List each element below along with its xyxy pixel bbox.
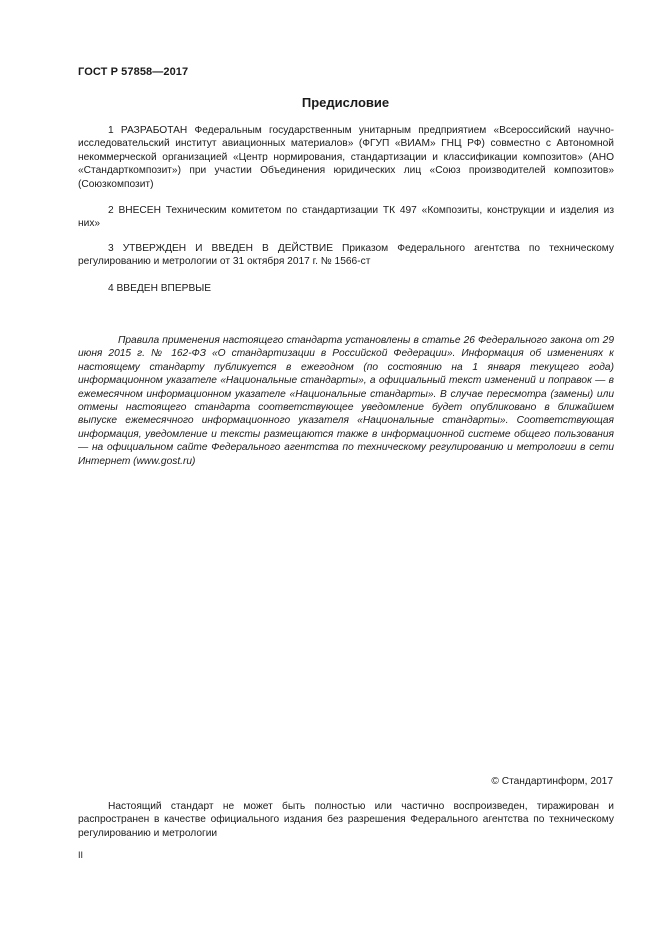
rules-note: Правила применения настоящего стандарта установлены в статье 26 Федерального закона от 29 июня 2015 г. № 162-ФЗ «О стандартизации в Российской Федерации». Информация об изменениях к настоящему стандарту публикуется в ежегодном (по состоянию на 1 января текущего года) информационном указателе «Национальные стандарты», а официальный текст изменений и поправок — в ежемесячном информационном указателе «Национальные стандарты». В случае пересмотра (замены) или отмены настоящего стандарта соответствующее уведомление будет опубликовано в ближайшем выпуске ежемесячного информационного указателя «Национальные стандарты». Соответствующая информация, уведомление и тексты размещаются также в информационной системе общего пользования — на официальном сайте Федерального агентства по техническому регулированию и метрологии в сети Интернет (www.gost.ru) — [78, 335, 614, 467]
page-title: Предисловие — [301, 95, 390, 110]
reproduction-notice: Настоящий стандарт не может быть полностью или частично воспроизведен, тиражирован и распространен в качестве официального издания без разрешения Федерального агентства по техническому регулированию и метрологии — [78, 801, 614, 839]
document-code-header: ГОСТ Р 57858—2017 — [78, 66, 189, 78]
paragraph-developed-by: 1 РАЗРАБОТАН Федеральным государственным унитарным предприятием «Всероссийский научно-исследовательский институт авиационных материалов» (ФГУП «ВИАМ» ГНЦ РФ) совместно с Автономной некоммерческой организацией «Центр нормирования, стандартизации и классификации композитов» (АНО «Стандарткомпозит») при участии Объединения юридических лиц «Союз производителей композитов» (Союзкомпозит) — [78, 125, 614, 190]
paragraph-approved: 3 УТВЕРЖДЕН И ВВЕДЕН В ДЕЙСТВИЕ Приказом Федерального агентства по техническому регулированию и метрологии от 31 октября 2017 г. № 1566-ст — [78, 243, 614, 268]
paragraph-first-introduced: 4 ВВЕДЕН ВПЕРВЫЕ — [108, 283, 212, 294]
paragraph-introduced-by: 2 ВНЕСЕН Техническим комитетом по стандартизации ТК 497 «Композиты, конструкции и изделия из них» — [78, 205, 614, 230]
page-number: II — [78, 850, 84, 860]
copyright: © Стандартинформ, 2017 — [491, 776, 613, 787]
